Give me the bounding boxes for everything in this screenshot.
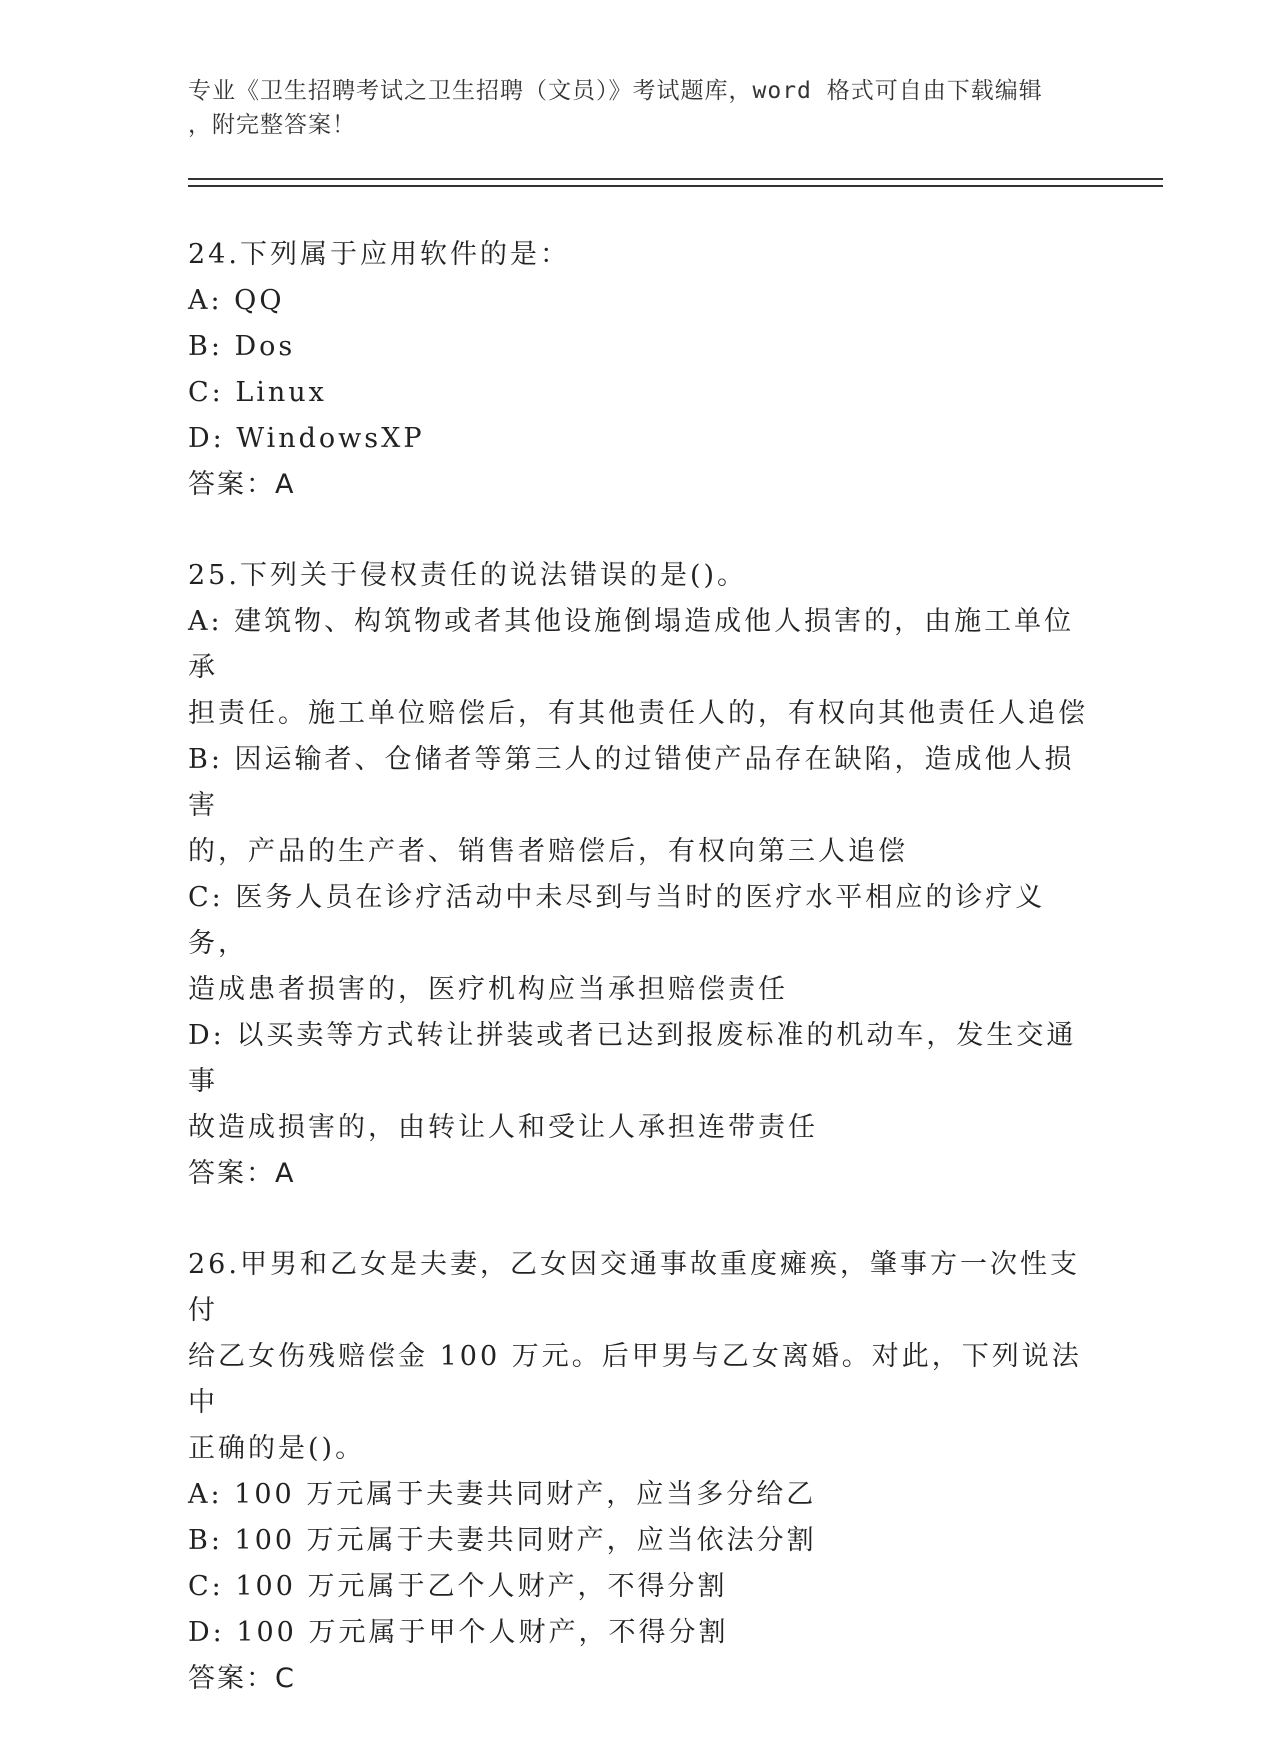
option-d-continued: 故造成损害的，由转让人和受让人承担连带责任 <box>188 1112 818 1143</box>
document-header <box>188 74 1088 142</box>
question-stem: 25.下列关于侵权责任的说法错误的是()。 <box>188 560 748 591</box>
answer: 答案：A <box>188 469 296 500</box>
option-c: C: 100 万元属于乙个人财产，不得分割 <box>188 1571 728 1602</box>
option-d: D: 以买卖等方式转让拼装或者已达到报废标准的机动车，发生交通事 <box>188 1020 1077 1097</box>
option-b-continued: 的，产品的生产者、销售者赔偿后，有权向第三人追偿 <box>188 836 908 867</box>
option-c: C: 医务人员在诊疗活动中未尽到与当时的医疗水平相应的诊疗义务， <box>188 882 1046 959</box>
option-a: A: 建筑物、构筑物或者其他设施倒塌造成他人损害的，由施工单位承 <box>188 606 1075 683</box>
option-b: B: 100 万元属于夫妻共同财产，应当依法分割 <box>188 1525 817 1556</box>
option-c: C: Linux <box>188 377 327 408</box>
option-d: D: 100 万元属于甲个人财产，不得分割 <box>188 1617 729 1648</box>
option-b: B: Dos <box>188 331 296 362</box>
header-double-rule <box>188 178 1163 187</box>
option-c-continued: 造成患者损害的，医疗机构应当承担赔偿责任 <box>188 974 788 1005</box>
question-stem-continued: 给乙女伤残赔偿金 100 万元。后甲男与乙女离婚。对此，下列说法中 <box>188 1341 1082 1418</box>
header-line-2: ，附完整答案！ <box>188 112 356 138</box>
question-list <box>188 232 1088 1747</box>
option-b: B: 因运输者、仓储者等第三人的过错使产品存在缺陷，造成他人损害 <box>188 744 1075 821</box>
question-24 <box>188 232 1088 508</box>
option-a: A: QQ <box>188 285 285 316</box>
option-a-continued: 担责任。施工单位赔偿后，有其他责任人的，有权向其他责任人追偿 <box>188 698 1088 729</box>
answer: 答案：A <box>188 1158 296 1189</box>
question-stem-continued: 正确的是()。 <box>188 1433 366 1464</box>
question-26 <box>188 1242 1088 1702</box>
header-line-1: 专业《卫生招聘考试之卫生招聘（文员）》考试题库，word 格式可自由下载编辑 <box>188 78 1043 104</box>
question-stem: 26.甲男和乙女是夫妻，乙女因交通事故重度瘫痪，肇事方一次性支付 <box>188 1249 1080 1326</box>
question-25 <box>188 553 1088 1197</box>
option-a: A: 100 万元属于夫妻共同财产，应当多分给乙 <box>188 1479 817 1510</box>
question-stem: 24.下列属于应用软件的是： <box>188 239 570 270</box>
option-d: D: WindowsXP <box>188 423 425 454</box>
answer: 答案：C <box>188 1663 296 1694</box>
